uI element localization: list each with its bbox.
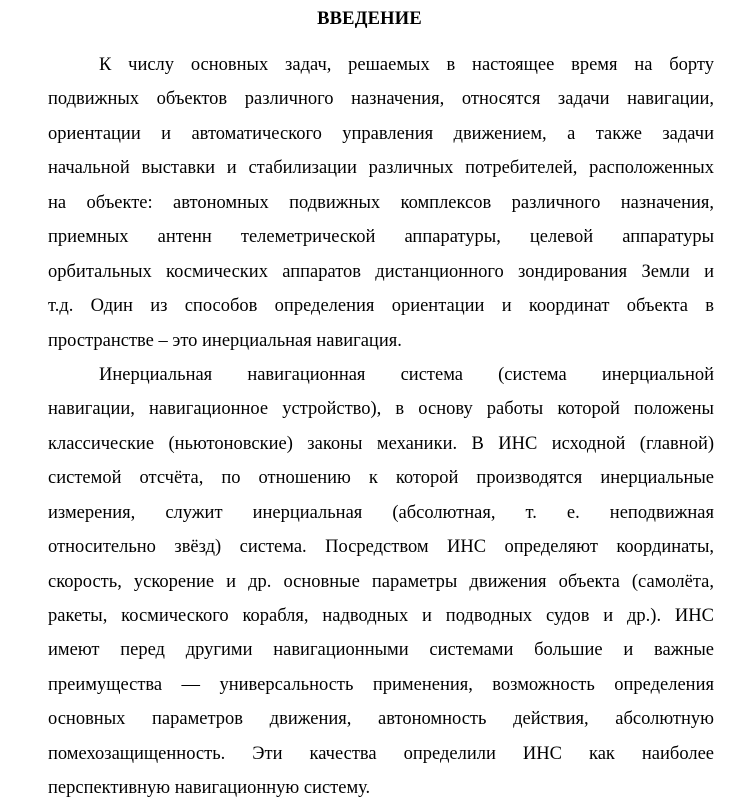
document-title: ВВЕДЕНИЕ [317,9,422,29]
text-line: ориентации и автоматического управления движением, а также задачи [48,123,714,144]
text-line: на объекте: автономных подвижных комплексов различного назначения, [48,192,714,213]
text-line: относительно звёзд) система. Посредством ИНС определяют координаты, [48,537,714,558]
text-line: измерения, служит инерциальная (абсолютная, т. е. неподвижная [48,502,714,523]
text-line: преимущества — универсальность применения, возможность определения [48,674,714,695]
text-line: ракеты, космического корабля, надводных и подводных судов и др.). ИНС [48,606,714,626]
text-line: имеют перед другими навигационными системами большие и важные [48,640,714,661]
text-line: Инерциальная навигационная система (система инерциальной [99,364,714,385]
text-line: пространстве – это инерциальная навигация. [48,330,402,351]
paragraph-1 [48,48,714,358]
text-line: навигации, навигационное устройство), в основу работы которой положены [48,399,714,420]
text-line: т.д. Один из способов определения ориентации и координат объекта в [48,296,714,317]
text-line: основных параметров движения, автономность действия, абсолютную [48,709,714,730]
text-line: перспективную навигационную систему. [48,778,371,799]
document-body [48,48,714,806]
text-line: помехозащищенность. Эти качества определили ИНС как наиболее [48,743,714,764]
text-line: системой отсчёта, по отношению к которой производятся инерциальные [48,468,714,489]
paragraph-2 [48,358,714,806]
text-line: начальной выставки и стабилизации различных потребителей, расположенных [48,158,714,179]
text-line: скорость, ускорение и др. основные параметры движения объекта (самолёта, [48,571,714,592]
text-line: К числу основных задач, решаемых в настоящее время на борту [99,55,714,75]
text-line: приемных антенн телеметрической аппаратуры, целевой аппаратуры [48,227,714,248]
text-line: классические (ньютоновские) законы механики. В ИНС исходной (главной) [48,433,714,454]
text-line: орбитальных космических аппаратов дистанционного зондирования Земли и [48,261,714,282]
text-line: подвижных объектов различного назначения, относятся задачи навигации, [48,89,714,110]
